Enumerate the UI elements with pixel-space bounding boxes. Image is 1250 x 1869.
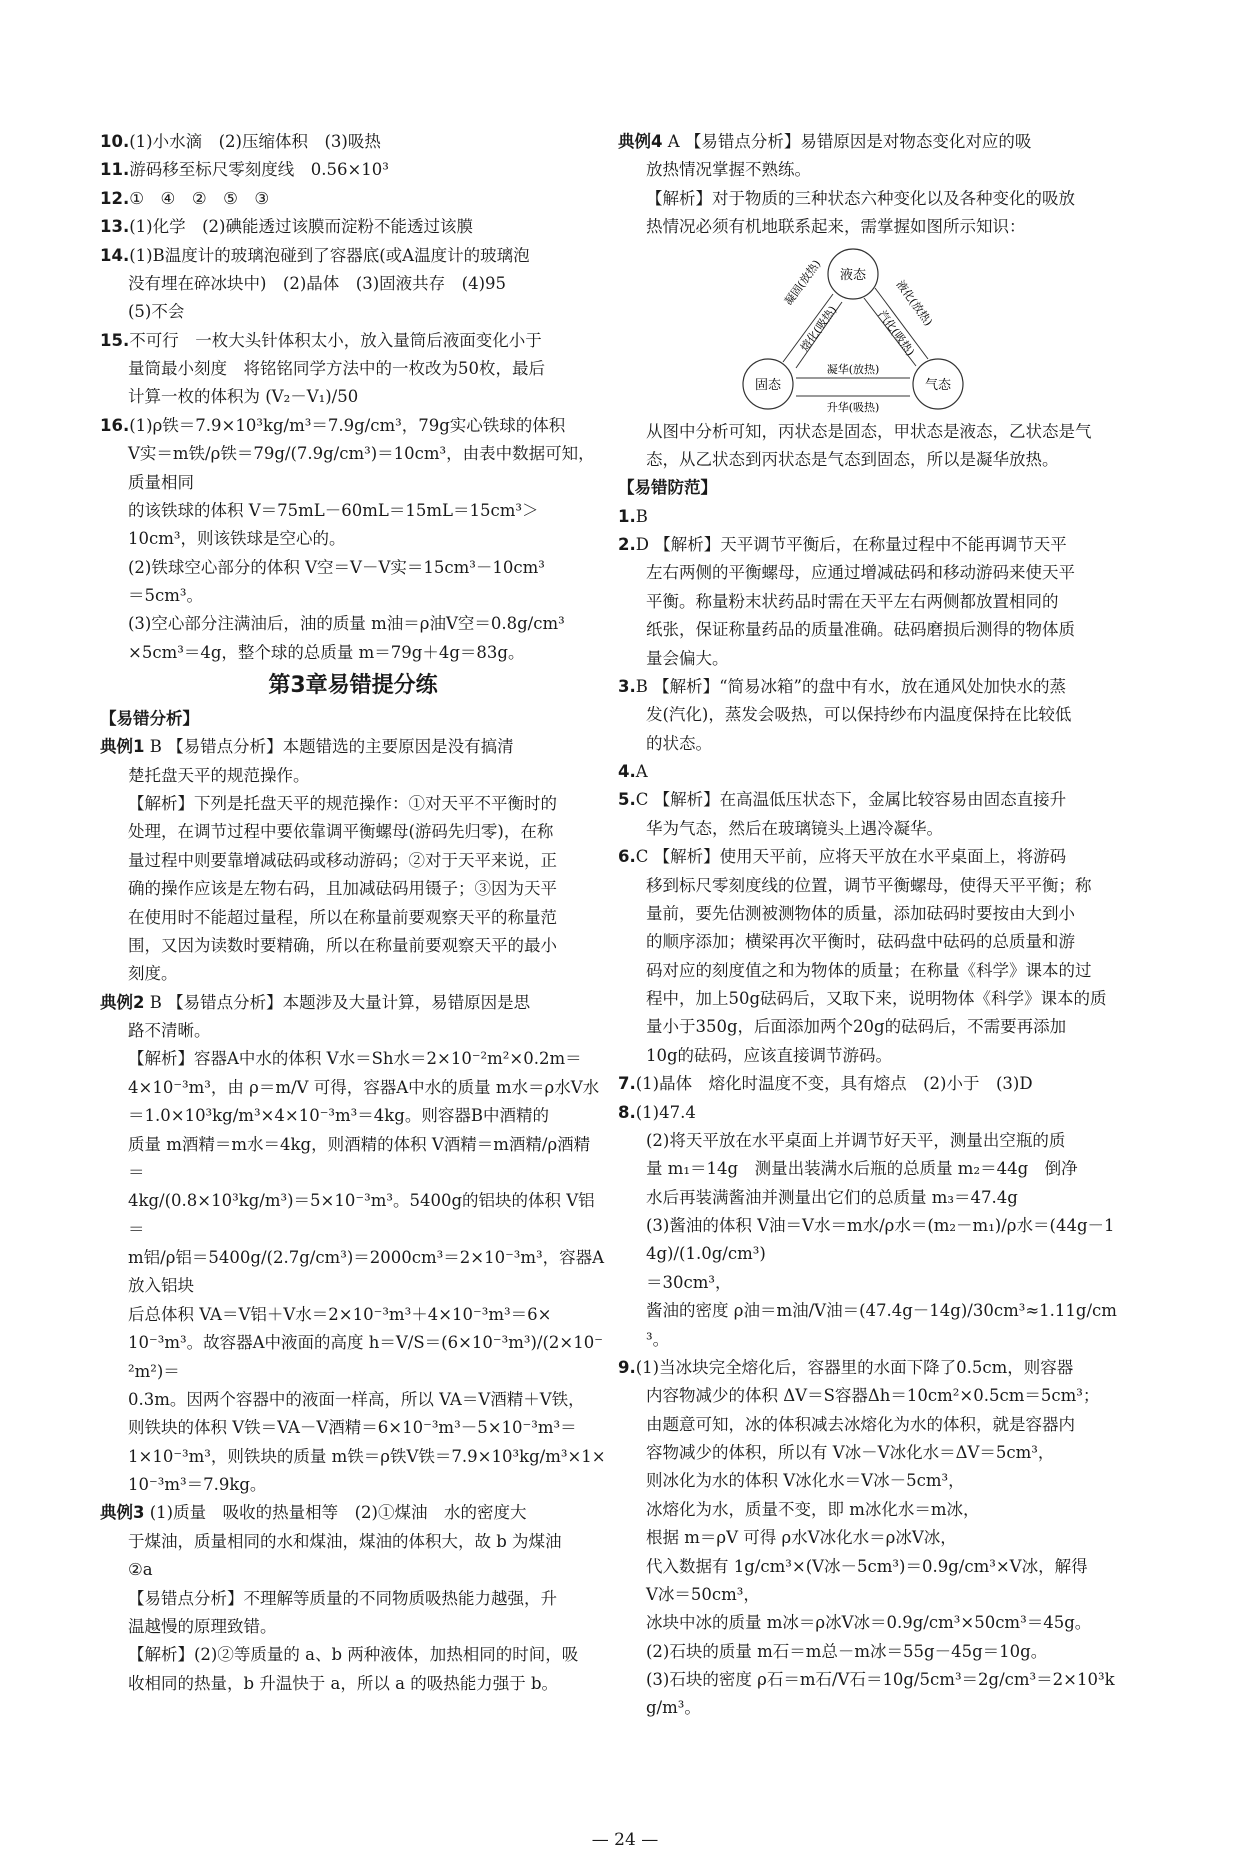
line-f1 [618, 503, 1124, 531]
line-text: 第3章易错提分练 [268, 673, 438, 699]
line-text: (1)质量 吸收的热量相等 (2)①煤油 水的密度大 [144, 1503, 527, 1523]
line-text: 量前，要先估测被测物体的质量，添加砝码时要按由大到小 [646, 903, 1075, 923]
line-text: 后总体积 VA＝V铝＋V水＝2×10⁻³m³＋4×10⁻³m³＝6× [128, 1304, 552, 1324]
line-text: m铝/ρ铝＝5400g/(2.7g/cm³)＝2000cm³＝2×10⁻³m³，容器A放入铝块 [128, 1248, 605, 1296]
line-e1h [100, 932, 606, 960]
line-text: ②a [128, 1560, 153, 1580]
line-s1 [100, 705, 606, 733]
line-text: ×5cm³＝4g，整个球的总质量 m＝79g＋4g＝83g。 [128, 642, 525, 662]
line-f9g [618, 1524, 1124, 1552]
line-16d [100, 525, 606, 553]
line-e4f [618, 446, 1124, 474]
line-text: (1)B温度计的玻璃泡碰到了容器底(或A温度计的玻璃泡 [129, 245, 530, 265]
line-label: 10. [100, 132, 130, 151]
line-ch [100, 667, 606, 705]
line-f3a [618, 673, 1124, 701]
vaporize-label: 汽化(吸热) [875, 307, 918, 358]
line-f8g [618, 1297, 1124, 1354]
line-f6f [618, 985, 1124, 1013]
line-text: 的该铁球的体积 V＝75mL－60mL＝15mL＝15cm³＞ [128, 500, 539, 520]
line-text: 水后再装满酱油并测量出它们的总质量 m₃＝47.4g [646, 1187, 1018, 1207]
line-f2e [618, 645, 1124, 673]
line-e2m [100, 1443, 606, 1471]
line-text: (1)ρ铁＝7.9×10³kg/m³＝7.9g/cm³，79g实心铁球的体积 [129, 415, 566, 435]
line-text: 态，从乙状态到丙状态是气态到固态，所以是凝华放热。 [646, 449, 1059, 469]
line-label: 11. [100, 160, 130, 180]
line-f8f [618, 1269, 1124, 1297]
line-e2k [100, 1386, 606, 1414]
line-text: 量筒最小刻度 将铭铭同学方法中的一枚改为50枚，最后 [128, 359, 545, 378]
line-e2h [100, 1244, 606, 1301]
line-f5a [618, 786, 1124, 814]
line-text: 【解析】容器A中水的体积 V水＝Sh水＝2×10⁻²m²×0.2m＝ [128, 1049, 582, 1069]
line-text: A [635, 762, 648, 781]
line-label: 典例4 [618, 132, 663, 151]
line-text: 热情况必须有机地联系起来，需掌握如图所示知识： [646, 217, 1026, 237]
line-f5b [618, 815, 1124, 843]
line-text: 10g的砝码，应该直接调节游码。 [646, 1045, 893, 1065]
line-14a [100, 242, 606, 270]
line-text: 路不清晰。 [128, 1021, 211, 1041]
line-text: 质量 m酒精＝m水＝4kg，则酒精的体积 V酒精＝m酒精/ρ酒精＝ [128, 1134, 591, 1182]
line-text: B 【易错点分析】本题错选的主要原因是没有搞清 [144, 737, 514, 757]
line-text: 程中，加上50g砝码后，又取下来，说明物体《科学》课本的质 [646, 989, 1107, 1008]
line-text: 内容物减少的体积 ΔV＝S容器Δh＝10cm²×0.5cm＝5cm³； [646, 1386, 1100, 1406]
line-text: 移到标尺零刻度线的位置，调节平衡螺母，使得天平平衡；称 [646, 875, 1092, 895]
line-e2f [100, 1131, 606, 1188]
liquefy-label: 液化(放热) [893, 277, 936, 328]
line-text: 处理，在调节过程中要依靠调平衡螺母(游码先归零)，在称 [128, 822, 554, 842]
line-f2a [618, 531, 1124, 559]
line-f2c [618, 588, 1124, 616]
melt-label: 熔化(吸热) [797, 303, 840, 354]
line-text: 冰熔化为水，质量不变，即 m冰化水＝m冰， [646, 1499, 980, 1519]
line-e3c [100, 1556, 606, 1584]
line-e2d [100, 1074, 606, 1102]
line-e3a [100, 1499, 606, 1527]
line-e1g [100, 904, 606, 932]
line-text: (5)不会 [128, 302, 185, 322]
line-text: 由题意可知，冰的体积减去冰熔化为水的体积，就是容器内 [646, 1414, 1075, 1434]
line-16h [100, 639, 606, 667]
line-e1c [100, 790, 606, 818]
line-label: 6. [618, 847, 636, 867]
line-16e [100, 554, 606, 582]
line-e2a [100, 989, 606, 1017]
line-label: 1. [618, 506, 636, 526]
line-15a [100, 327, 606, 355]
line-text: B 【易错点分析】本题涉及大量计算，易错原因是思 [144, 992, 531, 1012]
line-e3b [100, 1528, 606, 1556]
line-f9c [618, 1411, 1124, 1439]
line-text: 量会偏大。 [646, 648, 729, 668]
line-f9l [618, 1666, 1124, 1723]
line-text: B 【解析】“简易冰箱”的盘中有水，放在通风处加快水的蒸 [635, 676, 1066, 696]
line-text: 【易错防范】 [618, 478, 717, 498]
freeze-label: 凝固(放热) [781, 257, 824, 308]
line-f8b [618, 1127, 1124, 1155]
right-bottom-text [618, 418, 1124, 1723]
line-f9a [618, 1354, 1124, 1382]
line-text: 确的操作应该是左物右码，且加减砝码用镊子；③因为天平 [128, 879, 557, 899]
line-f6a [618, 843, 1124, 871]
line-text: 发(汽化)，蒸发会吸热，可以保持纱布内温度保持在比较低 [646, 705, 1072, 725]
line-f8c [618, 1155, 1124, 1183]
line-text: 刻度。 [128, 964, 178, 984]
line-text: ＝1.0×10³kg/m³×4×10⁻³m³＝4kg。则容器B中酒精的 [128, 1106, 549, 1126]
line-text: 4×10⁻³m³，由 ρ＝m/V 可得，容器A中水的质量 m水＝ρ水V水 [128, 1077, 600, 1097]
line-text: 游码移至标尺零刻度线 0.56×10³ [129, 160, 389, 180]
line-label: 9. [618, 1357, 636, 1377]
line-text: 容物减少的体积，所以有 V冰－V冰化水＝ΔV＝5cm³， [646, 1443, 1055, 1462]
line-text: 酱油的密度 ρ油＝m油/V油＝(47.4g－14g)/30cm³≈1.11g/cm³。 [646, 1301, 1117, 1349]
line-e4a [618, 128, 1124, 156]
line-label: 12. [100, 188, 130, 208]
line-label: 典例2 [100, 992, 145, 1012]
line-f9i [618, 1581, 1124, 1609]
line-text: 【解析】(2)②等质量的 a、b 两种液体，加热相同的时间，吸 [128, 1645, 579, 1665]
line-text: A 【易错点分析】易错原因是对物态变化对应的吸 [662, 132, 1032, 151]
line-e1e [100, 847, 606, 875]
line-text: 不可行 一枚大头针体积太小，放入量筒后液面变化小于 [129, 330, 542, 350]
line-text: (1)当冰块完全熔化后，容器里的水面下降了0.5cm，则容器 [635, 1357, 1074, 1377]
line-10 [100, 128, 606, 156]
line-16f [100, 582, 606, 610]
state-change-diagram [738, 244, 968, 414]
line-text: 的顺序添加；横梁再次平衡时，砝码盘中砝码的总质量和游 [646, 932, 1075, 952]
line-text: (1)47.4 [635, 1102, 696, 1122]
line-text: (2)铁球空心部分的体积 V空＝V－V实＝15cm³－10cm³ [128, 557, 545, 577]
line-e2l [100, 1414, 606, 1442]
line-14c [100, 298, 606, 326]
line-13 [100, 213, 606, 241]
line-15c [100, 383, 606, 411]
line-text: 纸张，保证称量药品的质量准确。砝码磨损后测得的物体质 [646, 620, 1075, 640]
line-e2i [100, 1301, 606, 1329]
line-text: B [635, 506, 648, 526]
line-text: 收相同的热量，b 升温快于 a，所以 a 的吸热能力强于 b。 [128, 1673, 559, 1693]
line-text: 于煤油，质量相同的水和煤油，煤油的体积大，故 b 为煤油 [128, 1531, 562, 1551]
line-text: 的状态。 [646, 733, 712, 753]
line-f9k [618, 1638, 1124, 1666]
line-text: 冰块中冰的质量 m冰＝ρ冰V冰＝0.9g/cm³×50cm³＝45g。 [646, 1613, 1092, 1633]
line-15b [100, 355, 606, 383]
line-f6d [618, 928, 1124, 956]
line-f4 [618, 758, 1124, 786]
liquid-label: 液态 [839, 267, 867, 283]
line-text: 量 m₁＝14g 测量出装满水后瓶的总质量 m₂＝44g 倒净 [646, 1159, 1078, 1179]
line-f6e [618, 957, 1124, 985]
line-text: (1)化学 (2)碘能透过该膜而淀粉不能透过该膜 [129, 217, 473, 237]
line-text: 【解析】下列是托盘天平的规范操作：①对天平不平衡时的 [128, 794, 557, 814]
line-f7 [618, 1070, 1124, 1098]
right-top-text [618, 128, 1124, 242]
line-f6h [618, 1042, 1124, 1070]
line-f3b [618, 701, 1124, 729]
line-label: 5. [618, 790, 636, 810]
line-16c [100, 497, 606, 525]
line-f9b [618, 1382, 1124, 1410]
right-column [618, 128, 1124, 1723]
line-e1b [100, 762, 606, 790]
line-12 [100, 185, 606, 213]
line-e2c [100, 1045, 606, 1073]
line-text: ＝30cm³， [646, 1272, 732, 1292]
line-11 [100, 156, 606, 184]
line-text: V冰＝50cm³， [646, 1584, 760, 1604]
line-text: 左右两侧的平衡螺母，应通过增减砝码和移动游码来使天平 [646, 563, 1075, 583]
line-f3c [618, 730, 1124, 758]
line-text: 放热情况掌握不熟练。 [646, 160, 811, 180]
page-number: — 24 — [591, 1830, 659, 1850]
line-e2j [100, 1329, 606, 1386]
line-text: 10cm³，则该铁球是空心的。 [128, 529, 346, 549]
line-text: 10⁻³m³＝7.9kg。 [128, 1475, 267, 1495]
line-text: 华为气态，然后在玻璃镜头上遇冷凝华。 [646, 818, 943, 838]
line-text: (1)晶体 熔化时温度不变，具有熔点 (2)小于 (3)D [635, 1074, 1033, 1094]
line-text: (2)将天平放在水平桌面上并调节好天平，测量出空瓶的质 [646, 1130, 1066, 1150]
line-label: 16. [100, 415, 130, 435]
line-e4e [618, 418, 1124, 446]
line-e4b [618, 156, 1124, 184]
line-14b [100, 270, 606, 298]
line-text: 0.3m。因两个容器中的液面一样高，所以 VA＝V酒精＋V铁， [128, 1389, 585, 1409]
line-f9h [618, 1553, 1124, 1581]
line-e3e [100, 1613, 606, 1641]
line-16b [100, 440, 606, 497]
line-e2g [100, 1187, 606, 1244]
line-f9j [618, 1609, 1124, 1637]
line-text: (1)小水滴 (2)压缩体积 (3)吸热 [129, 132, 381, 151]
line-label: 4. [618, 762, 636, 781]
line-text: 则冰化为水的体积 V冰化水＝V冰－5cm³， [646, 1471, 965, 1491]
line-e4d [618, 213, 1124, 241]
line-text: C 【解析】使用天平前，应将天平放在水平桌面上，将游码 [635, 847, 1067, 867]
line-f8d [618, 1184, 1124, 1212]
line-label: 典例1 [100, 737, 145, 757]
line-f8e [618, 1212, 1124, 1269]
line-e2n [100, 1471, 606, 1499]
line-e2e [100, 1102, 606, 1130]
line-f8a [618, 1099, 1124, 1127]
line-text: 围，又因为读数时要精确，所以在称量前要观察天平的最小 [128, 935, 557, 955]
deposit-label: 凝华(放热) [826, 362, 880, 376]
line-label: 7. [618, 1074, 636, 1094]
solid-label: 固态 [754, 377, 782, 393]
line-text: 平衡。称量粉末状药品时需在天平左右两侧都放置相同的 [646, 591, 1059, 611]
line-e1d [100, 818, 606, 846]
line-f6b [618, 872, 1124, 900]
left-column [100, 128, 606, 1698]
line-s2 [618, 474, 1124, 502]
line-f2b [618, 559, 1124, 587]
line-f6c [618, 900, 1124, 928]
line-text: 根据 m＝ρV 可得 ρ水V冰化水＝ρ冰V冰， [646, 1528, 957, 1548]
line-text: 代入数据有 1g/cm³×(V冰－5cm³)＝0.9g/cm³×V冰，解得 [646, 1556, 1088, 1576]
line-text: ＝5cm³。 [128, 586, 203, 605]
line-f6g [618, 1013, 1124, 1041]
line-label: 13. [100, 217, 130, 237]
line-text: (3)空心部分注满油后，油的质量 m油＝ρ油V空＝0.8g/cm³ [128, 614, 565, 634]
line-text: (3)酱油的体积 V油＝V水＝m水/ρ水＝(m₂－m₁)/ρ水＝(44g－14g)/(1.0g/cm³) [646, 1216, 1115, 1264]
sublime-label: 升华(吸热) [826, 400, 880, 414]
line-text: 【易错分析】 [100, 708, 199, 728]
line-16g [100, 610, 606, 638]
line-e4c [618, 185, 1124, 213]
line-label: 2. [618, 535, 636, 554]
line-f2d [618, 616, 1124, 644]
line-text: 【易错点分析】不理解等质量的不同物质吸热能力越强，升 [128, 1588, 557, 1608]
line-f9d [618, 1439, 1124, 1467]
line-text: D 【解析】天平调节平衡后，在称量过程中不能再调节天平 [635, 535, 1067, 554]
gas-label: 气态 [924, 377, 952, 393]
line-text: C 【解析】在高温低压状态下，金属比较容易由固态直接升 [635, 790, 1067, 810]
line-text: 10⁻³m³。故容器A中液面的高度 h＝V/S＝(6×10⁻³m³)/(2×10⁻²m²)＝ [128, 1333, 603, 1381]
line-text: 楚托盘天平的规范操作。 [128, 765, 310, 785]
line-e1a [100, 733, 606, 761]
line-e1i [100, 960, 606, 988]
line-label: 15. [100, 330, 130, 350]
line-text: 则铁块的体积 V铁＝VA－V酒精＝6×10⁻³m³－5×10⁻³m³＝ [128, 1418, 577, 1438]
line-text: 计算一枚的体积为 (V₂－V₁)/50 [128, 387, 359, 407]
line-16a [100, 412, 606, 440]
line-text: 量小于350g，后面添加两个20g的砝码后，不需要再添加 [646, 1017, 1067, 1037]
line-label: 8. [618, 1102, 636, 1122]
line-text: 温越慢的原理致错。 [128, 1616, 277, 1636]
line-text: 1×10⁻³m³，则铁块的质量 m铁＝ρ铁V铁＝7.9×10³kg/m³×1× [128, 1446, 606, 1466]
line-text: 码对应的刻度值之和为物体的质量；在称量《科学》课本的过 [646, 960, 1092, 980]
line-text: 量过程中则要靠增减砝码或移动游码；②对于天平来说，正 [128, 850, 557, 870]
line-text: 没有埋在碎冰块中) (2)晶体 (3)固液共存 (4)95 [128, 273, 507, 293]
line-label: 14. [100, 245, 130, 265]
line-f9e [618, 1467, 1124, 1495]
line-e3g [100, 1670, 606, 1698]
line-text: (3)石块的密度 ρ石＝m石/V石＝10g/5cm³＝2g/cm³＝2×10³kg/m³。 [646, 1670, 1115, 1718]
line-text: 【解析】对于物质的三种状态六种变化以及各种变化的吸放 [646, 188, 1075, 208]
line-text: ① ④ ② ⑤ ③ [129, 188, 270, 208]
line-label: 典例3 [100, 1503, 145, 1523]
line-e3f [100, 1641, 606, 1669]
line-text: V实＝m铁/ρ铁＝79g/(7.9g/cm³)＝10cm³，由表中数据可知，质量相同 [128, 444, 595, 492]
line-e1f [100, 875, 606, 903]
line-f9f [618, 1496, 1124, 1524]
line-label: 3. [618, 676, 636, 696]
line-text: 在使用时不能超过量程，所以在称量前要观察天平的称量范 [128, 907, 557, 927]
line-text: 4kg/(0.8×10³kg/m³)＝5×10⁻³m³。5400g的铝块的体积 V铝＝ [128, 1191, 595, 1239]
line-text: 从图中分析可知，丙状态是固态，甲状态是液态，乙状态是气 [646, 421, 1092, 441]
line-text: (2)石块的质量 m石＝m总－m冰＝55g－45g＝10g。 [646, 1641, 1048, 1661]
line-e2b [100, 1017, 606, 1045]
line-e3d [100, 1585, 606, 1613]
